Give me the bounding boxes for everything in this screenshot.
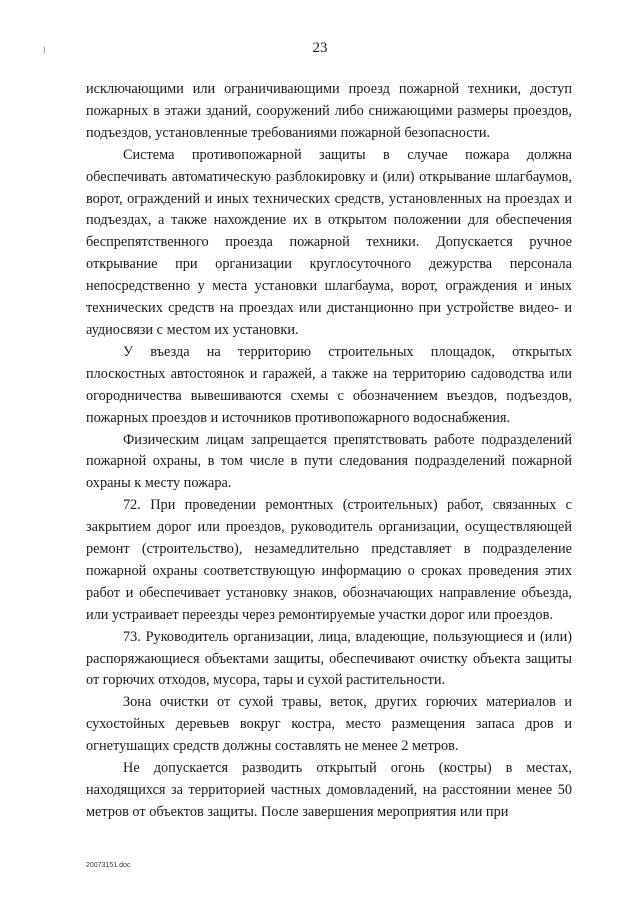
page-number: 23: [312, 40, 328, 56]
paragraph-1: исключающими или ограничивающими проезд пожарной техники, доступ пожарных в этажи зданий, сооружений либо снижающими размеры проездов, подъездов, установленные требованиями пожарной безопасности.: [86, 81, 572, 141]
paragraph-2: Система противопожарной защиты в случае пожара должна обеспечивать автоматическую разблокировку и (или) открывание шлагбаумов, ворот, ограждений и иных технических средств, установленных на проездах и подъездах, а также нахождение их в открытом положении для обеспечения беспрепятственного проезда пожарной техники. Допускается ручное открывание при организации круглосуточного дежурства персонала непосредственно у места установки шлагбаума, ворот, ограждения и иных технических средств на проездах или дистанционно при устройстве видео- и аудиосвязи с местом их установки.: [86, 146, 572, 338]
paragraph-4: Физическим лицам запрещается препятствовать работе подразделений пожарной охраны, в том числе в пути следования подразделений пожарной охраны к месту пожара.: [86, 431, 572, 492]
paragraph-8: Не допускается разводить открытый огонь (костры) в местах, находящихся за территорией частных домовладений, на расстоянии менее 50 метров от объектов защиты. После завершения мероприятия или при: [86, 760, 572, 820]
paragraph-73: 73. Руководитель организации, лица, владеющие, пользующиеся и (или) распоряжающиеся объектами защиты, обеспечивают очистку объекта защиты от горючих отходов, мусора, тары и сухой растительности.: [86, 628, 572, 689]
paragraph-7: Зона очистки от сухой травы, веток, других горючих материалов и сухостойных деревьев вокруг костра, место размещения запаса дров и огнетушащих средств должны составлять не менее 2 метров.: [86, 694, 572, 755]
paragraph-72: 72. При проведении ремонтных (строительных) работ, связанных с закрытием дорог или проездов, руководитель организации, осуществляющей ремонт (строительство), незамедлительно представляет в подразделение пожарной охраны соответствующую информацию о сроках проведения этих работ и обеспечивает установку знаков, обозначающих направление объезда, или устраивает переезды через ремонтируемые участки дорог или проездов.: [86, 497, 572, 623]
footer-filename: 20073151.doc: [86, 862, 131, 869]
paragraph-3: У въезда на территорию строительных площадок, открытых плоскостных автостоянок и гаражей, а также на территорию садоводства или огородничества вывешиваются схемы с обозначением въездов, подъездов, пожарных проездов и источников противопожарного водоснабжения.: [86, 343, 572, 426]
document-body: [86, 79, 572, 824]
